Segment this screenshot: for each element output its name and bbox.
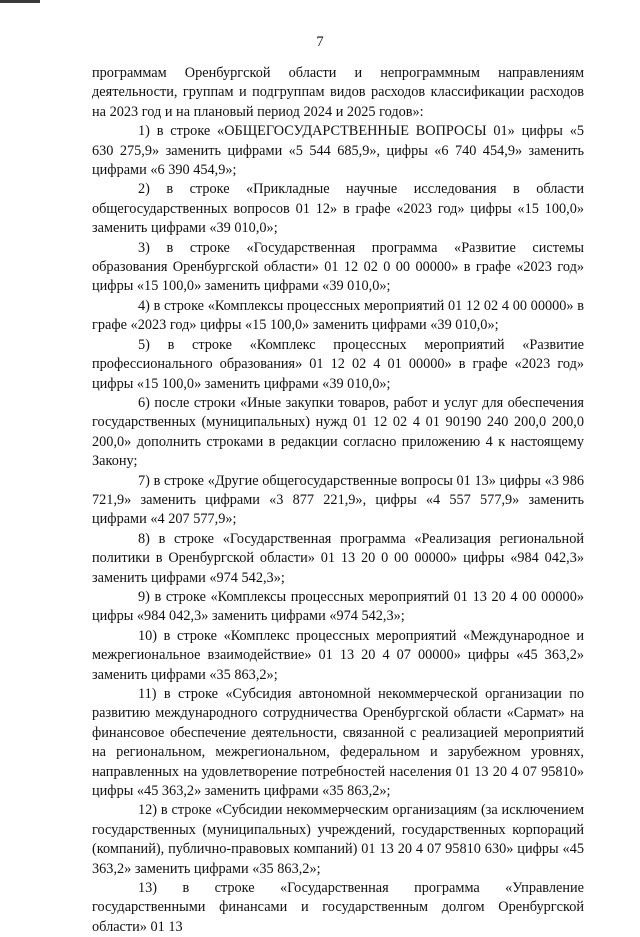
paragraph-item-13: 13) в строке «Государственная программа «Управление государственными финансами и государственным долгом Оренбургской области» 01 13 (92, 880, 584, 935)
paragraph-item-10: 10) в строке «Комплекс процессных мероприятий «Международное и межрегиональное взаимодействие» 01 13 20 4 07 00000» цифры «45 363,2» заменить цифрами «35 863,2»; (92, 627, 584, 683)
paragraph-item-3: 3) в строке «Государственная программа «Развитие системы образования Оренбургской области» 01 12 02 0 00 00000» в графе «2023 год» цифры «15 100,0» заменить цифрами «39 010,0»; (92, 239, 584, 295)
scan-corner-mark (0, 0, 40, 3)
paragraph-intro: программам Оренбургской области и непрограммным направлениям деятельности, группам и подгруппам видов расходов классификации расходов на 2023 год и на плановый период 2024 и 2025 годов»: (92, 65, 584, 120)
paragraph-item-12: 12) в строке «Субсидии некоммерческим организациям (за исключением государственных (муниципальных) учреждений, государственных корпораций (компаний), публично-правовых компаний) 01 13 20 4 07 95810 630» цифры «45 363,2» заменить цифрами «35 863,2»; (92, 802, 584, 877)
paragraph-item-8: 8) в строке «Государственная программа «Реализация региональной политики в Оренбургской области» 01 13 20 0 00 00000» цифры «984 042,3» заменить цифрами «974 542,3»; (92, 530, 584, 586)
page-number: 7 (316, 34, 324, 50)
paragraph-item-7: 7) в строке «Другие общегосударственные вопросы 01 13» цифры «3 986 721,9» заменить цифрами «3 877 221,9», цифры «4 557 577,9» заменить цифрами «4 207 577,9»; (92, 472, 584, 528)
paragraph-item-1: 1) в строке «ОБЩЕГОСУДАРСТВЕННЫЕ ВОПРОСЫ 01» цифры «5 630 275,9» заменить цифрами «5 544 685,9», цифры «6 740 454,9» заменить цифрами «6 390 454,9»; (92, 123, 584, 179)
document-body (92, 64, 584, 937)
paragraph-item-2: 2) в строке «Прикладные научные исследования в области общегосударственных вопросов 01 12» в графе «2023 год» цифры «15 100,0» заменить цифрами «39 010,0»; (92, 181, 584, 237)
paragraph-item-5: 5) в строке «Комплекс процессных мероприятий «Развитие профессионального образования» 01 12 02 4 01 00000» в графе «2023 год» цифры «15 100,0» заменить цифрами «39 010,0»; (92, 336, 584, 392)
paragraph-item-9: 9) в строке «Комплексы процессных мероприятий 01 13 20 4 00 00000» цифры «984 042,3» заменить цифрами «974 542,3»; (92, 588, 584, 625)
paragraph-item-6: 6) после строки «Иные закупки товаров, работ и услуг для обеспечения государственных (муниципальных) нужд 01 12 02 4 01 90190 240 200,0 200,0 200,0» дополнить строками в редакции согласно приложению 4 к настоящему Закону; (92, 394, 584, 470)
paragraph-item-4: 4) в строке «Комплексы процессных мероприятий 01 12 02 4 00 00000» в графе «2023 год» цифры «15 100,0» заменить цифрами «39 010,0»; (92, 297, 584, 334)
paragraph-item-11: 11) в строке «Субсидия автономной некоммерческой организации по развитию международного сотрудничества Оренбургской области «Сармат» на финансовое обеспечение деятельности, связанной с реализацией мероприятий на региональном, межрегиональном, федеральном и зарубежном уровнях, направленных на удовлетворение потребностей населения 01 13 20 4 07 95810» цифры «45 363,2» заменить цифрами «35 863,2»; (92, 686, 584, 800)
